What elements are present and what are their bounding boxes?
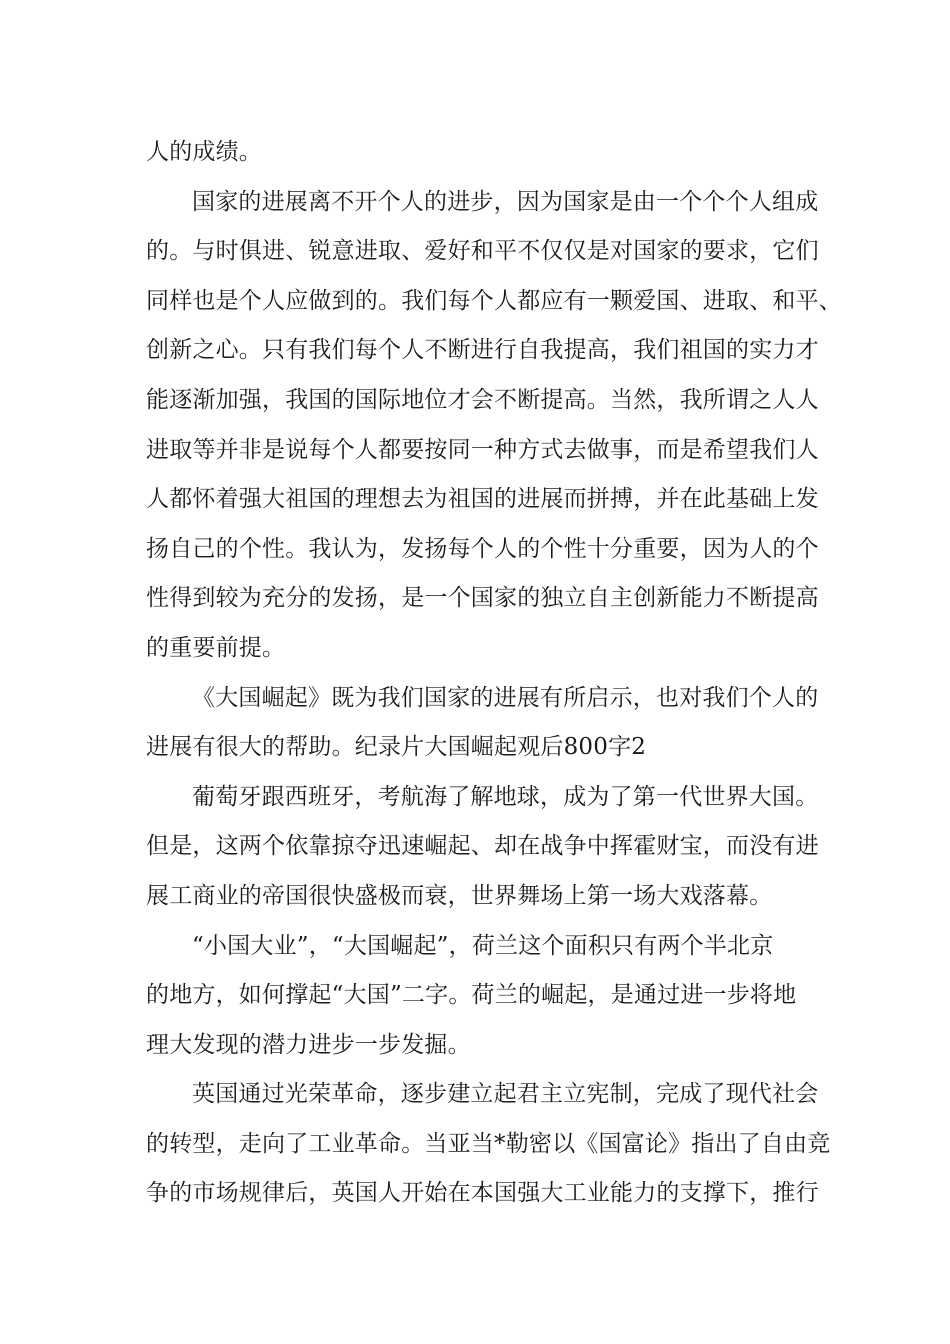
- text-line: 能逐渐加强，我国的国际地位才会不断提高。当然，我所谓之人人: [146, 386, 819, 413]
- text-line: 进展有很大的帮助。纪录片大国崛起观后800字2: [146, 734, 647, 761]
- body-text: [146, 128, 842, 1219]
- text-line: 葡萄牙跟西班牙，考航海了解地球，成为了第一代世界大国。: [192, 783, 819, 810]
- text-line: 争的市场规律后，英国人开始在本国强大工业能力的支撑下，推行: [146, 1180, 819, 1207]
- text-line: 的重要前提。: [146, 634, 286, 661]
- text-line: 的转型，走向了工业革命。当亚当*勒密以《国富论》指出了自由竞: [146, 1130, 831, 1157]
- text-line: 人的成绩。: [146, 139, 262, 165]
- text-line: 但是，这两个依靠掠夺迅速崛起、却在战争中挥霍财宝，而没有进: [146, 833, 819, 860]
- text-line: 人都怀着强大祖国的理想去为祖国的进展而拼搏，并在此基础上发: [146, 486, 819, 513]
- text-line: “小国大业”，“大国崛起”，荷兰这个面积只有两个半北京: [192, 932, 774, 959]
- text-line: 理大发现的潜力进步一步发掘。: [146, 1031, 471, 1058]
- text-line: 展工商业的帝国很快盛极而衰，世界舞场上第一场大戏落幕。: [146, 882, 773, 909]
- text-line: 创新之心。只有我们每个人不断进行自我提高，我们祖国的实力才: [146, 337, 819, 364]
- text-line: 扬自己的个性。我认为，发扬每个人的个性十分重要，因为人的个: [146, 535, 819, 562]
- text-line: 英国通过光荣革命，逐步建立起君主立宪制，完成了现代社会: [192, 1081, 819, 1108]
- text-line: 《大国崛起》既为我们国家的进展有所启示，也对我们个人的: [192, 684, 819, 711]
- text-line: 国家的进展离不开个人的进步，因为国家是由一个个个人组成: [192, 188, 819, 215]
- text-line: 的地方，如何撑起“大国”二字。荷兰的崛起，是通过进一步将地: [146, 982, 797, 1009]
- text-line: 同样也是个人应做到的。我们每个人都应有一颗爱国、进取、和平、: [146, 287, 842, 314]
- text-line: 性得到较为充分的发扬，是一个国家的独立自主创新能力不断提高: [146, 585, 819, 612]
- text-line: 进取等并非是说每个人都要按同一种方式去做事，而是希望我们人: [146, 436, 819, 463]
- text-line: 的。与时俱进、锐意进取、爱好和平不仅仅是对国家的要求，它们: [146, 238, 819, 265]
